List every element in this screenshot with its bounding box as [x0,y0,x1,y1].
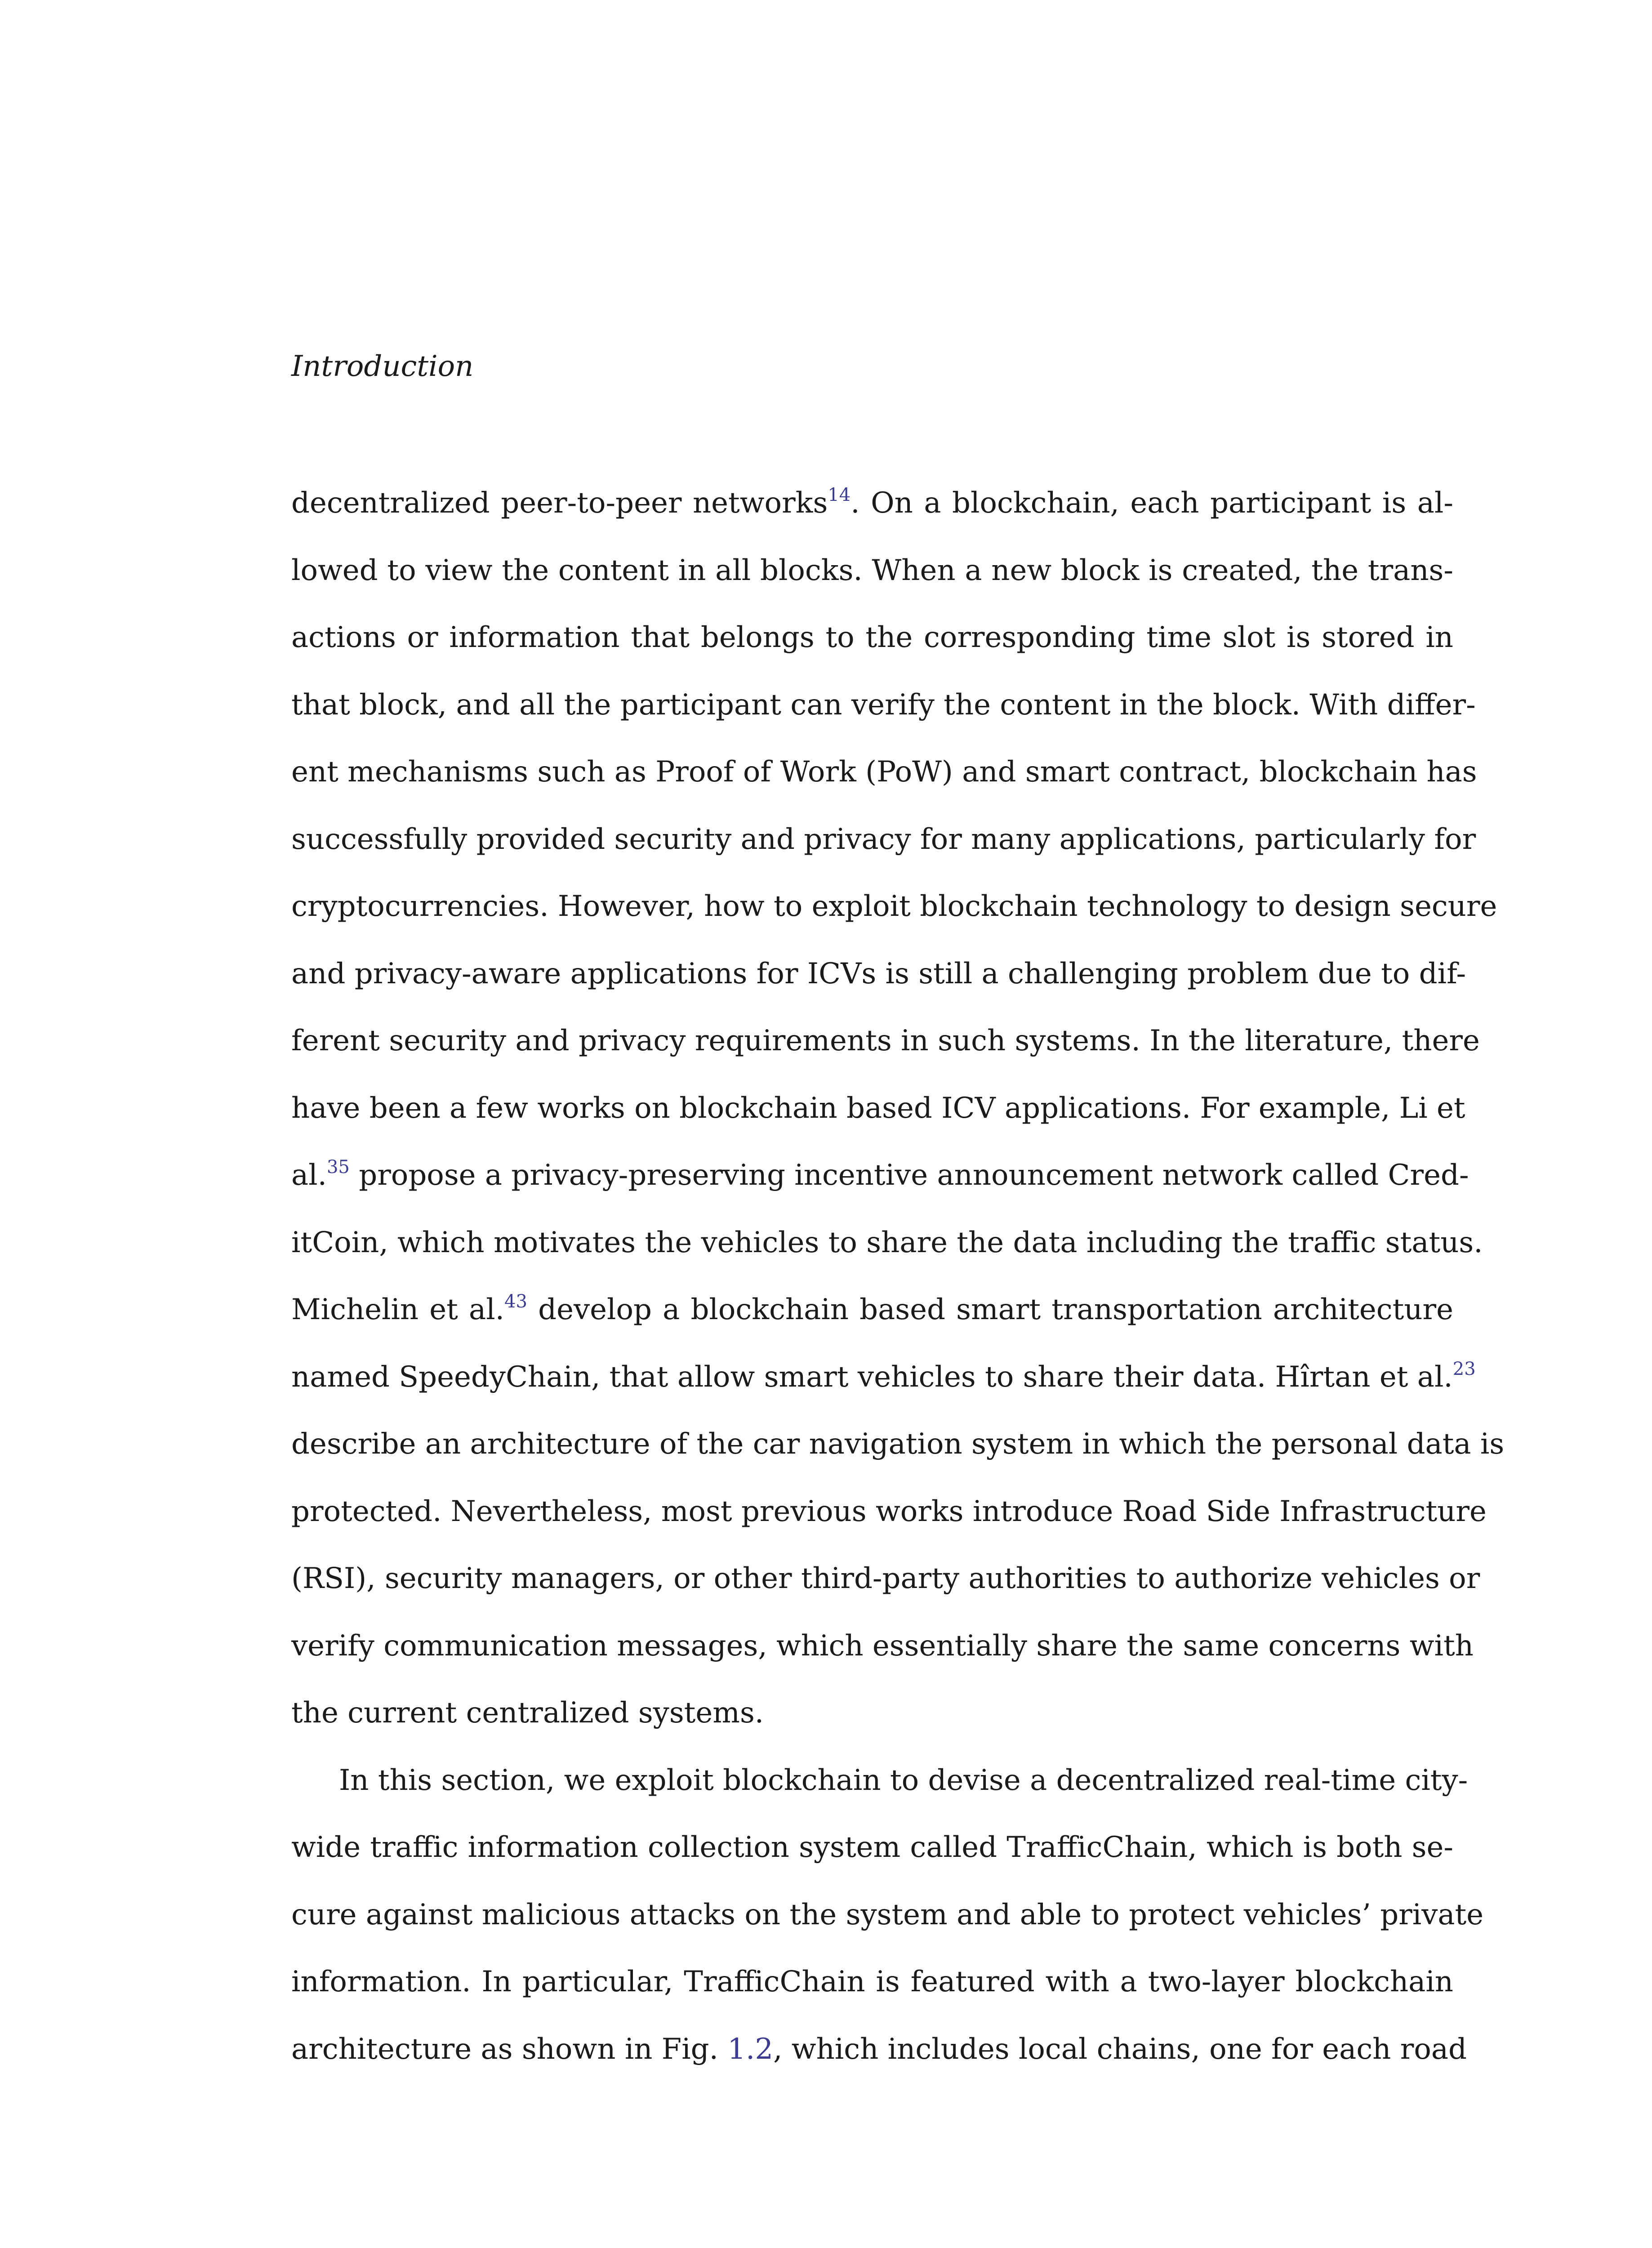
text-line: describe an architecture of the car navigation system in which the personal data is [291,1427,1505,1461]
paragraph-2 [291,1747,1484,2083]
text-line: decentralized peer-to-peer networks$^{14}$. On a blockchain, each participant is al- [291,485,1454,520]
text-line: (RSI), security managers, or other third-party authorities to authorize vehicles or [291,1562,1480,1595]
text-line: the current centralized systems. [291,1696,764,1730]
text-line: itCoin, which motivates the vehicles to share the data including the traffic status. [291,1226,1483,1259]
text-line: cure against malicious attacks on the system and able to protect vehicles’ private [291,1898,1484,1931]
text-line: successfully provided security and privacy for many applications, particularly for [291,822,1476,856]
text-line: ent mechanisms such as Proof of Work (PoW) and smart contract, blockchain has [291,755,1477,789]
text-line: architecture as shown in Fig. 1.2, which includes local chains, one for each road [291,2032,1467,2066]
citation-14[interactable]: 14 [828,485,851,505]
text-line: In this section, we exploit blockchain to devise a decentralized real-time city- [339,1763,1468,1797]
text-line: al.$^{35}$ propose a privacy-preserving incentive announcement network called Cred- [291,1157,1469,1192]
text-line: ferent security and privacy requirements in such systems. In the literature, there [291,1024,1480,1057]
text-line: verify communication messages, which essentially share the same concerns with [291,1629,1474,1663]
figure-reference-link[interactable]: 1.2 [727,2032,774,2066]
paragraph-1 [291,470,1505,1747]
text-line: Michelin et al.$^{43}$ develop a blockchain based smart transportation architecture [291,1291,1454,1326]
citation-35[interactable]: 35 [326,1157,350,1178]
body-text [291,470,1505,2083]
text-line: information. In particular, TrafficChain is featured with a two-layer blockchain [291,1965,1453,1998]
text-line: actions or information that belongs to the corresponding time slot is stored in [291,621,1453,654]
text-line: protected. Nevertheless, most previous works introduce Road Side Infrastructure [291,1494,1487,1528]
citation-23[interactable]: 23 [1452,1358,1476,1379]
citation-43[interactable]: 43 [504,1291,527,1312]
text-line: cryptocurrencies. However, how to exploit blockchain technology to design secure [291,890,1497,923]
running-head: Introduction [291,350,474,383]
text-line: wide traffic information collection system called TrafficChain, which is both se- [291,1831,1453,1864]
text-line: named SpeedyChain, that allow smart vehicles to share their data. Hîrtan et al.$^{23}$ [291,1358,1476,1394]
text-line: lowed to view the content in all blocks. When a new block is created, the trans- [291,553,1453,587]
text-line: and privacy-aware applications for ICVs is still a challenging problem due to dif- [291,957,1466,990]
text-line: have been a few works on blockchain based ICV applications. For example, Li et [291,1091,1465,1125]
text-line: that block, and all the participant can verify the content in the block. With differ- [291,688,1476,722]
